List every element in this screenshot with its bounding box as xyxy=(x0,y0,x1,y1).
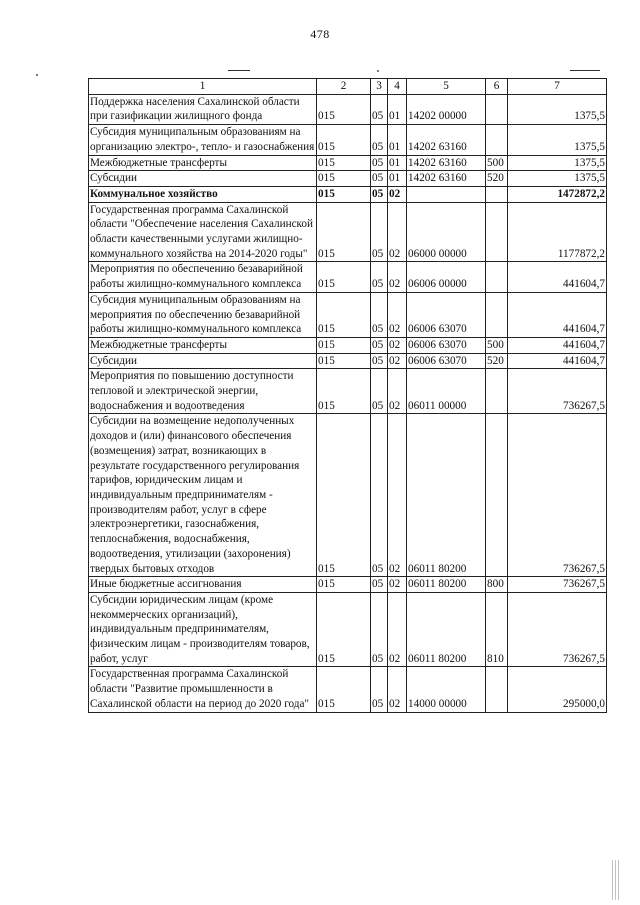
row-subsection: 02 xyxy=(388,592,407,667)
row-subsection: 02 xyxy=(388,369,407,414)
table-row xyxy=(89,353,607,369)
row-section: 05 xyxy=(371,667,388,712)
row-amount: 1375,5 xyxy=(508,125,607,155)
table-row xyxy=(89,337,607,353)
row-target-article: 06006 63070 xyxy=(407,292,486,337)
row-subsection: 02 xyxy=(388,337,407,353)
header-cell: 3 xyxy=(371,79,388,95)
row-name: Субсидия муниципальным образованиям на организацию электро-, тепло- и газоснабжения xyxy=(89,125,317,155)
row-target-article: 14202 00000 xyxy=(407,94,486,124)
row-admin-code: 015 xyxy=(317,94,371,124)
row-target-article: 14202 63160 xyxy=(407,125,486,155)
row-target-article: 06006 00000 xyxy=(407,262,486,292)
table-row xyxy=(89,577,607,593)
header-dash-right xyxy=(570,70,600,71)
row-expense-type: 520 xyxy=(486,171,508,187)
row-target-article: 06006 63070 xyxy=(407,353,486,369)
row-section: 05 xyxy=(371,262,388,292)
row-subsection: 02 xyxy=(388,667,407,712)
row-expense-type: 520 xyxy=(486,353,508,369)
row-target-article: 06011 80200 xyxy=(407,592,486,667)
row-name: Поддержка населения Сахалинской области при газификации жилищного фонда xyxy=(89,94,317,124)
row-expense-type xyxy=(486,414,508,577)
row-name: Коммунальное хозяйство xyxy=(89,186,317,202)
row-expense-type: 500 xyxy=(486,155,508,171)
row-section: 05 xyxy=(371,577,388,593)
row-target-article: 14000 00000 xyxy=(407,667,486,712)
table-row xyxy=(89,369,607,414)
row-admin-code: 015 xyxy=(317,414,371,577)
row-target-article: 06011 00000 xyxy=(407,369,486,414)
row-subsection: 02 xyxy=(388,262,407,292)
row-subsection: 02 xyxy=(388,202,407,262)
table-row xyxy=(89,262,607,292)
row-subsection: 02 xyxy=(388,292,407,337)
row-target-article xyxy=(407,186,486,202)
row-amount: 736267,5 xyxy=(508,592,607,667)
row-name: Мероприятия по повышению доступности тепловой и электрической энергии, водоснабжения и водоотведения xyxy=(89,369,317,414)
table-row xyxy=(89,414,607,577)
row-subsection: 01 xyxy=(388,94,407,124)
header-dash-left xyxy=(228,70,250,71)
row-section: 05 xyxy=(371,353,388,369)
row-expense-type xyxy=(486,186,508,202)
row-subsection: 01 xyxy=(388,171,407,187)
row-section: 05 xyxy=(371,94,388,124)
header-cell: 4 xyxy=(388,79,407,95)
row-expense-type xyxy=(486,125,508,155)
row-name: Субсидии xyxy=(89,353,317,369)
row-amount: 441604,7 xyxy=(508,262,607,292)
table-row xyxy=(89,667,607,712)
row-amount: 736267,5 xyxy=(508,414,607,577)
row-admin-code: 015 xyxy=(317,155,371,171)
row-amount: 736267,5 xyxy=(508,369,607,414)
row-subsection: 01 xyxy=(388,125,407,155)
row-name: Иные бюджетные ассигнования xyxy=(89,577,317,593)
scan-speck xyxy=(36,74,38,76)
row-expense-type xyxy=(486,292,508,337)
row-section: 05 xyxy=(371,155,388,171)
row-target-article: 06011 80200 xyxy=(407,414,486,577)
row-admin-code: 015 xyxy=(317,262,371,292)
row-amount: 1375,5 xyxy=(508,94,607,124)
row-section: 05 xyxy=(371,414,388,577)
table-row xyxy=(89,592,607,667)
scan-edge-mark xyxy=(612,860,620,900)
row-amount: 1472872,2 xyxy=(508,186,607,202)
row-amount: 1375,5 xyxy=(508,155,607,171)
row-name: Государственная программа Сахалинской области "Развитие промышленности в Сахалинской области на период до 2020 года" xyxy=(89,667,317,712)
row-expense-type xyxy=(486,369,508,414)
row-admin-code: 015 xyxy=(317,337,371,353)
row-expense-type xyxy=(486,262,508,292)
table-row xyxy=(89,155,607,171)
table-row xyxy=(89,186,607,202)
row-admin-code: 015 xyxy=(317,202,371,262)
row-subsection: 02 xyxy=(388,353,407,369)
row-admin-code: 015 xyxy=(317,577,371,593)
row-section: 05 xyxy=(371,202,388,262)
row-expense-type xyxy=(486,94,508,124)
row-subsection: 02 xyxy=(388,414,407,577)
row-section: 05 xyxy=(371,186,388,202)
header-cell: 2 xyxy=(317,79,371,95)
row-target-article: 14202 63160 xyxy=(407,171,486,187)
row-target-article: 06006 63070 xyxy=(407,337,486,353)
row-section: 05 xyxy=(371,125,388,155)
row-target-article: 06011 80200 xyxy=(407,577,486,593)
row-admin-code: 015 xyxy=(317,171,371,187)
budget-table xyxy=(88,78,607,713)
row-amount: 1375,5 xyxy=(508,171,607,187)
row-amount: 1177872,2 xyxy=(508,202,607,262)
row-section: 05 xyxy=(371,592,388,667)
row-admin-code: 015 xyxy=(317,125,371,155)
row-section: 05 xyxy=(371,171,388,187)
row-target-article: 06000 00000 xyxy=(407,202,486,262)
row-subsection: 01 xyxy=(388,155,407,171)
header-cell: 5 xyxy=(407,79,486,95)
scan-speck xyxy=(377,70,379,72)
table-row xyxy=(89,292,607,337)
row-admin-code: 015 xyxy=(317,186,371,202)
row-name: Субсидии xyxy=(89,171,317,187)
row-name: Субсидии юридическим лицам (кроме некоммерческих организаций), индивидуальным предпринимателям, физическим лицам - производителям товаров, работ, услуг xyxy=(89,592,317,667)
row-name: Субсидии на возмещение недополученных доходов и (или) финансового обеспечения (возмещения) затрат, возникающих в результате государственного регулирования тарифов, юридическим лицам и индивидуальным предпринимателям - производителям работ, услуг в сфере электроэнергетики, газоснабжения, теплоснабжения, водоснабжения, водоотведения, утилизации (захоронения) твердых бытовых отходов xyxy=(89,414,317,577)
row-expense-type: 800 xyxy=(486,577,508,593)
row-admin-code: 015 xyxy=(317,667,371,712)
table-row xyxy=(89,171,607,187)
row-amount: 441604,7 xyxy=(508,353,607,369)
row-subsection: 02 xyxy=(388,577,407,593)
row-name: Субсидия муниципальным образованиям на мероприятия по обеспечению безаварийной работы жилищно-коммунального комплекса xyxy=(89,292,317,337)
page-number: 478 xyxy=(310,27,330,41)
row-section: 05 xyxy=(371,292,388,337)
row-admin-code: 015 xyxy=(317,369,371,414)
header-cell: 7 xyxy=(508,79,607,95)
row-expense-type: 810 xyxy=(486,592,508,667)
row-admin-code: 015 xyxy=(317,353,371,369)
table-header-row xyxy=(89,79,607,95)
row-expense-type xyxy=(486,667,508,712)
row-amount: 441604,7 xyxy=(508,337,607,353)
row-expense-type xyxy=(486,202,508,262)
table-row xyxy=(89,94,607,124)
table-row xyxy=(89,202,607,262)
row-target-article: 14202 63160 xyxy=(407,155,486,171)
row-section: 05 xyxy=(371,369,388,414)
row-amount: 736267,5 xyxy=(508,577,607,593)
header-cell: 6 xyxy=(486,79,508,95)
row-amount: 441604,7 xyxy=(508,292,607,337)
row-admin-code: 015 xyxy=(317,592,371,667)
row-name: Межбюджетные трансферты xyxy=(89,155,317,171)
row-subsection: 02 xyxy=(388,186,407,202)
row-expense-type: 500 xyxy=(486,337,508,353)
row-name: Межбюджетные трансферты xyxy=(89,337,317,353)
table-row xyxy=(89,125,607,155)
row-name: Государственная программа Сахалинской области "Обеспечение населения Сахалинской области качественными услугами жилищно-коммунального хозяйства на 2014-2020 годы" xyxy=(89,202,317,262)
row-section: 05 xyxy=(371,337,388,353)
row-admin-code: 015 xyxy=(317,292,371,337)
row-amount: 295000,0 xyxy=(508,667,607,712)
row-name: Мероприятия по обеспечению безаварийной работы жилищно-коммунального комплекса xyxy=(89,262,317,292)
header-cell: 1 xyxy=(89,79,317,95)
